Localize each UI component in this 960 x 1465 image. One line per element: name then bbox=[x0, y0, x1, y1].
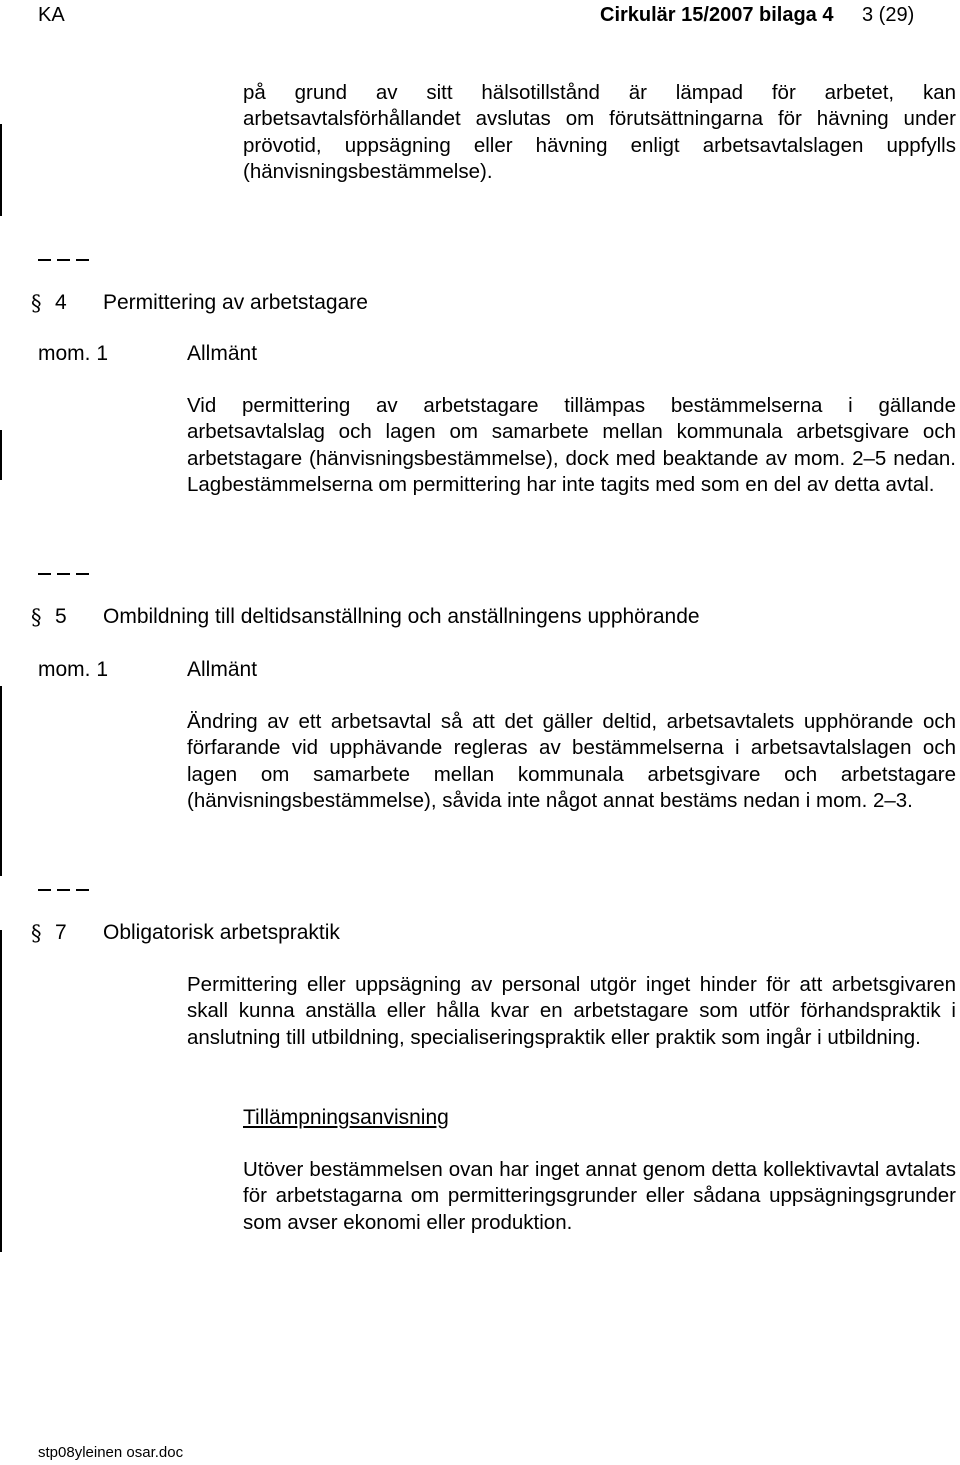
section-7-text: Permittering eller uppsägning av personal utgör inget hinder för att arbetsgivaren skall kunna anställa eller hålla kvar en arbetstagare som utför förhandspraktik i anslutning till utbildning, specialiseringspraktik eller praktik som ingår i utbildning. bbox=[187, 973, 956, 1049]
section-separator bbox=[38, 889, 89, 891]
mom-label: mom. 1 bbox=[38, 658, 109, 681]
section-symbol: § bbox=[31, 921, 42, 945]
footer-filename: stp08yleinen osar.doc bbox=[38, 1444, 184, 1461]
application-text: Utöver bestämmelsen ovan har inget annat genom detta kollektivavtal avtalats för arbetstagarna om permitteringsgrunder eller sådana uppsägningsgrunder som avser ekonomi eller produktion. bbox=[243, 1158, 956, 1234]
section-number: 5 bbox=[55, 605, 67, 628]
change-bar bbox=[0, 930, 2, 1252]
change-bar bbox=[0, 430, 2, 480]
section-number: 4 bbox=[55, 291, 67, 314]
mom-label: mom. 1 bbox=[38, 342, 109, 365]
header-organization: KA bbox=[38, 4, 65, 26]
header-page-number: 3 (29) bbox=[862, 4, 915, 26]
section-separator bbox=[38, 259, 89, 261]
section-symbol: § bbox=[31, 605, 42, 629]
application-heading: Tillämpningsanvisning bbox=[243, 1106, 449, 1129]
mom-heading: Allmänt bbox=[187, 658, 258, 681]
section-separator bbox=[38, 573, 89, 575]
section-4-text: Vid permittering av arbetstagare tillämpas bestämmelserna i gällande arbetsavtalslag och lagen om samarbete mellan kommunala arbetsgivare och arbetstagare (hänvisningsbestämmelse), dock med beaktande av mom. 2–5 nedan. Lagbestämmelserna om permittering har inte tagits med som en del av detta avtal. bbox=[187, 394, 956, 497]
header-document-title: Cirkulär 15/2007 bilaga 4 bbox=[600, 4, 834, 26]
mom-heading: Allmänt bbox=[187, 342, 258, 365]
intro-paragraph: på grund av sitt hälsotillstånd är lämpad för arbetet, kan arbetsavtalsförhållandet avslutas om förutsättningarna för hävning under prövotid, uppsägning eller hävning enligt arbetsavtalslagen uppfylls (hänvisningsbestämmelse). bbox=[243, 81, 956, 184]
section-title: Ombildning till deltidsanställning och anställningens upphörande bbox=[103, 605, 700, 628]
section-symbol: § bbox=[31, 291, 42, 315]
change-bar bbox=[0, 124, 2, 216]
section-5-text: Ändring av ett arbetsavtal så att det gäller deltid, arbetsavtalets upphörande och förfarande vid upphävande regleras av bestämmelserna i arbetsavtalslagen och lagen om samarbete mellan kommunala arbetsgivare och arbetstagare (hänvisningsbestämmelse), såvida inte något annat bestäms nedan i mom. 2–3. bbox=[187, 710, 956, 813]
section-number: 7 bbox=[55, 921, 67, 944]
section-title: Obligatorisk arbetspraktik bbox=[103, 921, 340, 944]
section-title: Permittering av arbetstagare bbox=[103, 291, 368, 314]
change-bar bbox=[0, 686, 2, 876]
